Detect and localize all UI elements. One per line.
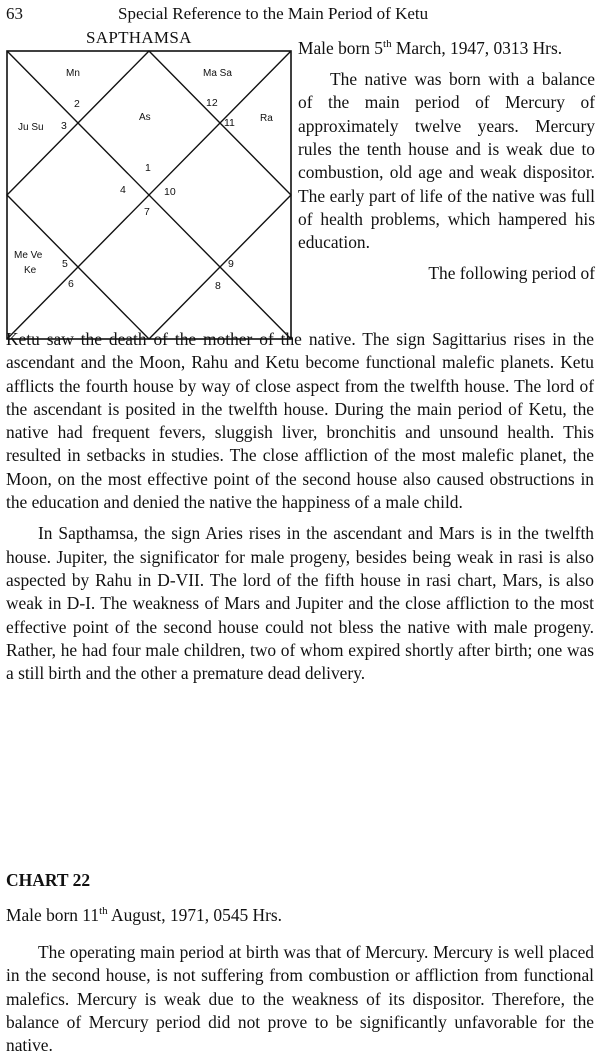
paragraph-sapthamsa: In Sapthamsa, the sign Aries rises in the ascendant and Mars is in the twelfth house. Jupiter, the significator for male progeny, besides being weak in rasi is also aspected by Rahu in D-VII. The lord of the fifth house in rasi chart, Mars, is also weak in D-I. The weakness of Mars and Jupiter and the close affliction to the most effective point of the second house could not bless the native with male progeny. Rather, he had four male children, two of whom expired shortly after birth; one was a still birth and the other a premature dead delivery.	[6, 523, 594, 684]
main-text	[6, 328, 594, 685]
house-number-6: 6	[68, 278, 74, 290]
house-number-5: 5	[62, 258, 68, 270]
house-number-1: 1	[145, 162, 151, 174]
house-number-4: 4	[120, 184, 126, 196]
paragraph-ketu-period: Ketu saw the death of the mother of the native. The sign Sagittarius rises in the ascendant and the Moon, Rahu and Ketu become functional malefic planets. Ketu afflicts the fourth house by way of close aspect from the twelfth house. The lord of the ascendant is posited in the twelfth house. During the main period of Ketu, the native had frequent fevers, sluggish liver, bronchitis and unsound health. This resulted in setbacks in studies. The close affliction of the most malefic planet, the Moon, on the most effective point of the second house also caused obstructions in the education and denied the native the happiness of a male child.	[6, 329, 594, 513]
sapthamsa-chart	[6, 50, 292, 340]
planet-label-ju-su: Ju Su	[18, 122, 44, 133]
house-number-8: 8	[215, 280, 221, 292]
chart-grid	[6, 50, 292, 340]
house-number-7: 7	[144, 206, 150, 218]
page-number: 63	[6, 4, 23, 23]
planet-label-as: As	[139, 112, 151, 123]
house-number-3: 3	[61, 120, 67, 132]
chart22-birth-details: Male born 11th August, 1971, 0545 Hrs.	[6, 905, 283, 925]
paragraph-balance-mercury: The native was born with a balance of the main period of Mercury of approximately twelve years. Mercury rules the tenth house and is weak due to combustion, old age and weak dispositor. The early part of life of the native was full of health problems, which hampered his education.	[298, 69, 595, 253]
paragraph-following-period-start: The following period of	[428, 263, 595, 284]
planet-label-mn: Mn	[66, 68, 80, 79]
house-number-11: 11	[224, 117, 235, 129]
side-text-column	[298, 33, 595, 286]
chart22-heading: CHART 22	[6, 870, 91, 890]
house-number-2: 2	[74, 98, 80, 110]
running-title: Special Reference to the Main Period of Ketu	[118, 4, 429, 23]
chart-title: SAPTHAMSA	[86, 28, 192, 47]
chart22-text	[6, 941, 594, 1057]
house-number-12: 12	[206, 97, 218, 109]
house-number-10: 10	[164, 186, 176, 198]
birth-details-line: Male born 5th March, 1947, 0313 Hrs.	[298, 37, 563, 58]
planet-label-me-ve: Me Ve	[14, 250, 43, 261]
paragraph-chart22: The operating main period at birth was that of Mercury. Mercury is well placed in the second house, is not suffering from combustion or affliction from functional malefics. Mercury is weak due to the weakness of its dispositor. Therefore, the balance of Mercury period did not prove to be significantly unfavorable for the native.	[6, 942, 594, 1056]
planet-label-ma-sa: Ma Sa	[203, 68, 232, 79]
house-number-9: 9	[228, 258, 234, 270]
planet-label-ra: Ra	[260, 113, 273, 124]
planet-label-ke: Ke	[24, 265, 37, 276]
page-header	[6, 4, 592, 26]
